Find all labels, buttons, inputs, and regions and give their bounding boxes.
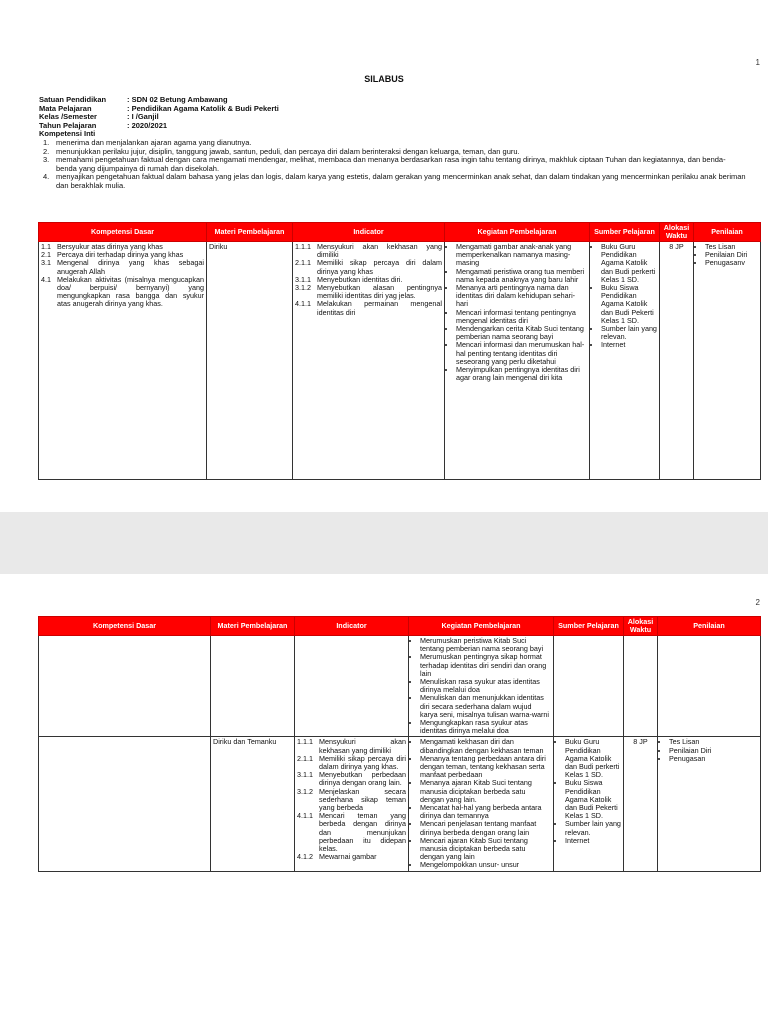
penilaian-cell <box>658 636 761 737</box>
header-kompetensi-dasar: Kompetensi Dasar <box>39 617 211 636</box>
sumber-cell: • Buku Guru Pendidikan Agama Katolik dan Budi perkerti Kelas 1 SD. • Buku Siswa Pendidikan Agama Katolik dan Budi Pekerti Kelas 1 SD. • Sumber lain yang relevan. • Internet <box>554 737 624 871</box>
kompetensi-dasar-cell: 1.1 Bersyukur atas dirinya yang khas 2.1 Percaya diri terhadap dirinya yang khas 3.1 Mengenal dirinya yang khas sebagai anugerah Allah 4.1 Melakukan aktivitas (misalnya mengucapkan doa/ berpuisi/ bernyanyi) yang mengungkapkan rasa bangga dan syukur atas anugerah dirinya yang khas. <box>39 242 207 480</box>
alokasi-cell: 8 JP <box>660 242 694 480</box>
page-2 <box>0 574 768 1024</box>
info-row: Tahun Pelajaran : 2020/2021 <box>39 120 168 130</box>
header-materi: Materi Pembelajaran <box>207 223 293 242</box>
header-sumber: Sumber Pelajaran <box>590 223 660 242</box>
info-row: Kelas /Semester : I /Ganjil <box>39 112 159 122</box>
ki-item: 2. menunjukkan perilaku jujur, disiplin, tanggung jawab, santun, peduli, dan percaya diri dalam berinteraksi dengan keluarga, teman, dan guru. <box>43 146 520 156</box>
header-kompetensi-dasar: Kompetensi Dasar <box>39 223 207 242</box>
table-row <box>39 242 761 480</box>
kompetensi-inti-list <box>39 139 746 191</box>
header-indicator: Indicator <box>293 223 445 242</box>
indicator-cell: 1.1.1 Mensyukuri akan kekhasan yang dimiliki 2.1.1 Memiliki sikap percaya diri dalam dirinya yang khas 3.1.1 Menyebutkan identitas diri. 3.1.2 Menyebutkan alasan pentingnya memiliki identitas diri yag jelas. 4.1.1 Melakukan permainan mengenal identitas diri <box>293 242 445 480</box>
table-header-row <box>39 223 761 242</box>
header-materi: Materi Pembelajaran <box>211 617 295 636</box>
info-row: Mata Pelajaran : Pendidikan Agama Katolik & Budi Pekerti <box>39 103 279 113</box>
kegiatan-cell: • Mengamati kekhasan diri dan dibandingkan dengan kekhasan teman • Menanya tentang perbedaan antara diri dengan teman, tentang kekhasan serta manfaat perbedaan • Menanya ajaran Kitab Suci tentang manusia diciptakan berbeda satu dengan yang lain. • Mencatat hal-hal yang berbeda antara dirinya dan temannya • Mencari penjelasan tentang manfaat dirinya berbeda dengan orang lain • Mencari ajaran Kitab Suci tentang manusia diciptakan berbeda satu dengan yang lain • Mengelompokkan unsur- unsur <box>409 737 554 871</box>
alokasi-cell <box>624 636 658 737</box>
header-kegiatan: Kegiatan Pembelajaran <box>409 617 554 636</box>
silabus-table-page-1 <box>38 222 761 480</box>
kegiatan-cell: • Mengamati gambar anak-anak yang memperkenalkan namanya masing-masing • Mengamati peristiwa orang tua memberi nama kepada anaknya yang baru lahir • Menanya arti pentingnya nama dan identitas diri dalam kehidupan sehari-hari • Mencari informasi tentang pentingnya mengenal identitas diri • Mendengarkan cerita Kitab Suci tentang pemberian nama seorang bayi • Mencari informasi dan merumuskan hal-hal penting tentang identitas diri seseorang yang perlu diketahui • Menyimpulkan pentingnya identitas diri agar orang lain mengenal diri kita <box>445 242 590 480</box>
ki-item: 3. memahami pengetahuan faktual dengan cara mengamati mendengar, melihat, membaca dan menanya berdasarkan rasa ingin tahu tentang dirinya, makhluk ciptaan Tuhan dan kegiatannya, dan benda-benda yang dijumpainya di rumah dan disekolah. <box>43 155 726 173</box>
header-penilaian: Penilaian <box>658 617 761 636</box>
table-row <box>39 636 761 737</box>
kompetensi-inti-title: Kompetensi Inti <box>39 129 96 139</box>
page-number: 1 <box>755 58 760 67</box>
kompetensi-dasar-cell <box>39 636 211 737</box>
materi-cell: Diriku <box>207 242 293 480</box>
document-title: SILABUS <box>364 74 404 84</box>
sumber-cell <box>554 636 624 737</box>
materi-cell: Diriku dan Temanku <box>211 737 295 871</box>
alokasi-cell: 8 JP <box>624 737 658 871</box>
header-penilaian: Penilaian <box>694 223 761 242</box>
ki-item: 4. menyajikan pengetahuan faktual dalam bahasa yang jelas dan logis, dalam karya yang estetis, dalam gerakan yang mencerminkan anak sehat, dan dalam tindakan yang mencerminkan perilaku anak beriman dan berakhlak mulia. <box>43 172 746 190</box>
penilaian-cell: • Tes Lisan • Penilaian Diri • Penugasanv <box>694 242 761 480</box>
header-kegiatan: Kegiatan Pembelajaran <box>445 223 590 242</box>
penilaian-cell: • Tes Lisan • Penilaian Diri • Penugasan <box>658 737 761 871</box>
header-indicator: Indicator <box>295 617 409 636</box>
indicator-cell: 1.1.1 Mensyukuri akan kekhasan yang dimiliki 2.1.1 Memiliki sikap percaya diri dalam dirinya yang khas. 3.1.1 Menyebutkan perbedaan dirinya dengan orang lain. 3.1.2 Menjelaskan secara sederhana sikap teman yang berbeda 4.1.1 Mencari teman yang berbeda dengan dirinya dan menunjukan perbedaan itu didepan kelas. 4.1.2 Mewarnai gambar <box>295 737 409 871</box>
sumber-cell: • Buku Guru Pendidikan Agama Katolik dan Budi perkerti Kelas 1 SD. • Buku Siswa Pendidikan Agama Katolik dan Budi Pekerti Kelas 1 SD. • Sumber lain yang relevan. • Internet <box>590 242 660 480</box>
header-sumber: Sumber Pelajaran <box>554 617 624 636</box>
ki-item: 1. menerima dan menjalankan ajaran agama yang dianutnya. <box>43 137 252 147</box>
info-row: Satuan Pendidikan : SDN 02 Betung Ambawang <box>39 95 228 104</box>
page-number: 2 <box>755 598 760 607</box>
materi-cell <box>211 636 295 737</box>
kegiatan-cell: • Merumuskan peristiwa Kitab Suci tentang pemberian nama seorang bayi • Merumuskan pentingnya sikap hormat terhadap identitas diri sendiri dan orang lain • Menuliskan rasa syukur atas identitas dirinya melalui doa • Menuliskan dan menunjukkan identitas diri secara sederhana dalam wujud karya seni, misalnya tulisan warna-warni • Mengungkapkan rasa syukur atas identitas dirinya melalui doa <box>409 636 554 737</box>
header-alokasi: Alokasi Waktu <box>624 617 658 636</box>
header-alokasi: Alokasi Waktu <box>660 223 694 242</box>
kompetensi-dasar-cell <box>39 737 211 871</box>
table-row <box>39 737 761 871</box>
table-header-row <box>39 617 761 636</box>
silabus-table-page-2 <box>38 616 761 872</box>
indicator-cell <box>295 636 409 737</box>
identity-block <box>39 96 746 191</box>
